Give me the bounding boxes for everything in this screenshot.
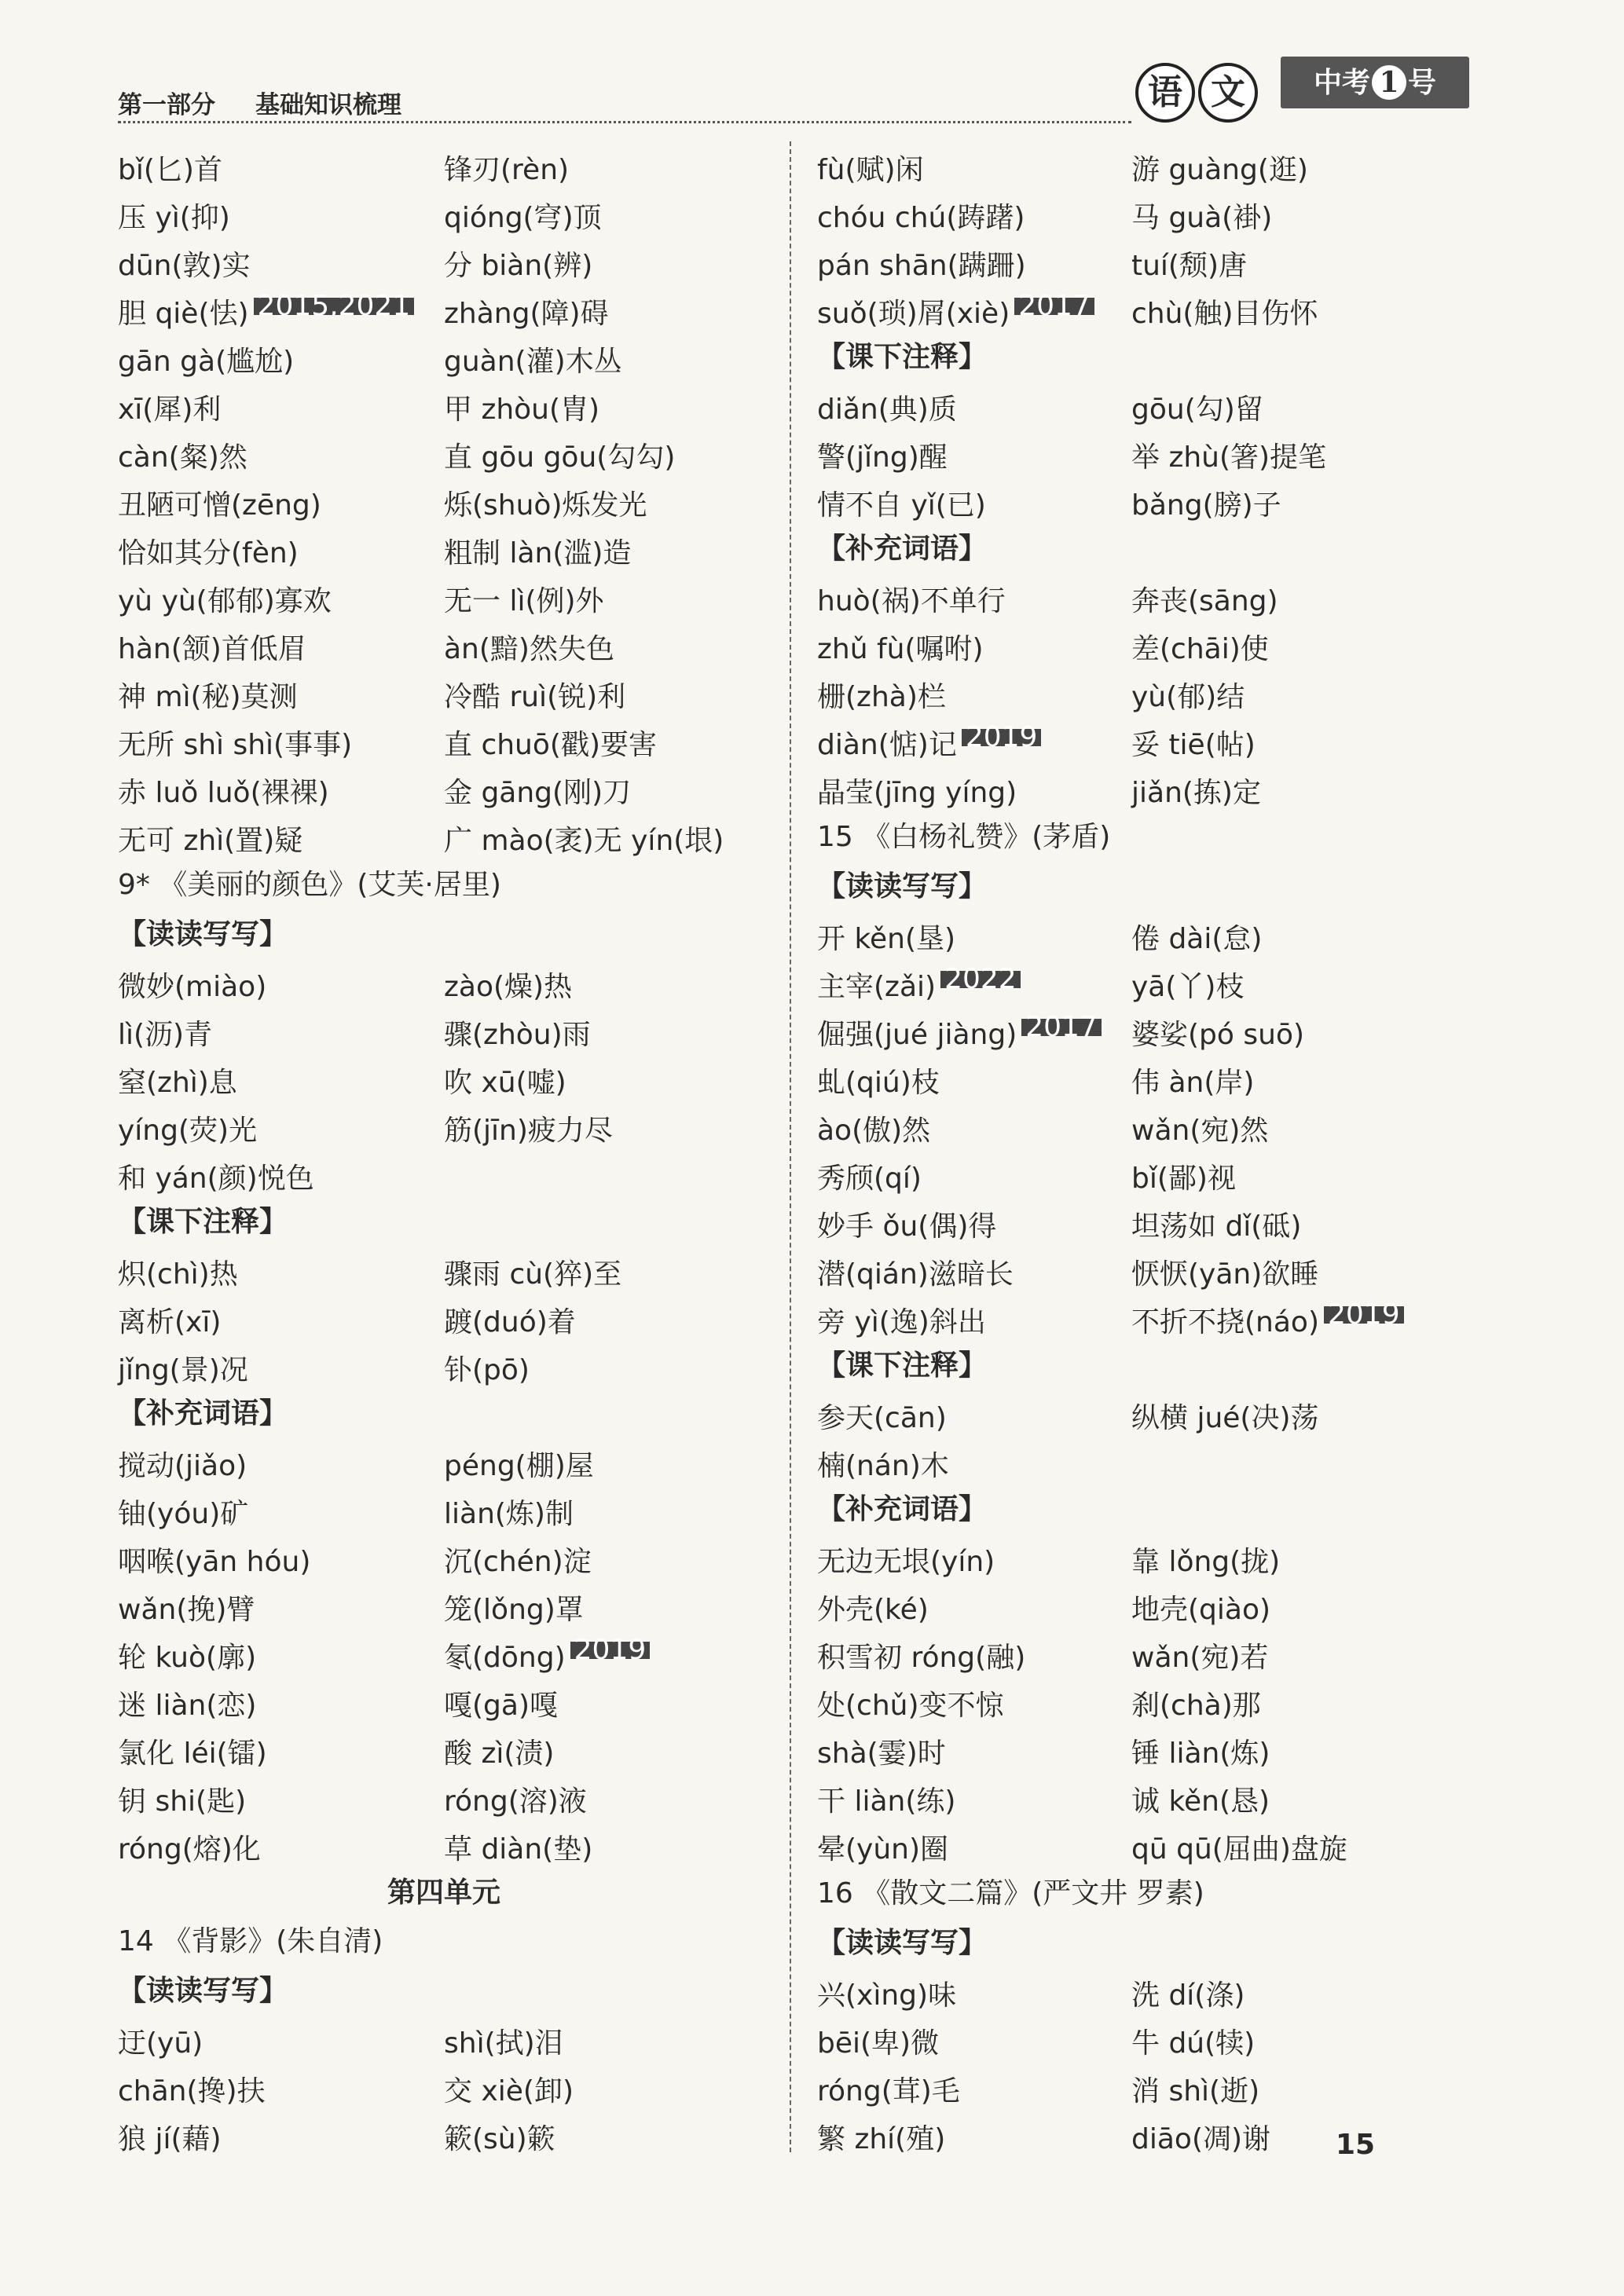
vocab-entry: 处(chǔ)变不惊 (817, 1690, 1004, 1722)
vocab-entry: shì(拭)泪 (444, 2027, 563, 2060)
vocab-entry: 伟 àn(岸) (1131, 1067, 1255, 1099)
word-row (118, 1294, 770, 1342)
section-heading: 【读读写写】 (118, 918, 288, 950)
section-heading: 【课下注释】 (817, 341, 988, 373)
vocab-entry: jǐng(景)况 (118, 1354, 248, 1386)
vocab-entry: 外壳(ké) (817, 1594, 929, 1626)
vocab-entry: 情不自 yǐ(已) (817, 489, 986, 522)
word-row (817, 910, 1446, 958)
word-row (817, 1629, 1446, 1677)
word-row (118, 477, 770, 525)
vocab-entry: diāo(凋)谢 (1131, 2123, 1271, 2155)
vocab-entry: yā(丫)枝 (1131, 971, 1245, 1003)
section-label: 基础知识梳理 (255, 91, 401, 119)
word-row (118, 189, 770, 237)
word-row (817, 621, 1446, 668)
section-heading: 【补充词语】 (817, 533, 988, 565)
word-row (817, 477, 1446, 525)
section-heading: 【读读写写】 (118, 1975, 288, 2007)
vocab-entry: 无一 lì(例)外 (444, 585, 604, 617)
word-row (817, 429, 1446, 477)
word-row (817, 237, 1446, 285)
vocab-entry: 无所 shì shì(事事) (118, 729, 353, 761)
brand-text: 号 (1408, 66, 1437, 99)
section-heading: 【课下注释】 (118, 1206, 288, 1238)
word-row (817, 1390, 1446, 1437)
vocab-entry: 晕(yùn)圈 (817, 1833, 949, 1866)
vocab-entry: wǎn(挽)臂 (118, 1594, 255, 1626)
word-row (118, 2111, 770, 2159)
vocab-entry: shà(霎)时 (817, 1738, 946, 1770)
word-row (118, 333, 770, 381)
section-heading: 【课下注释】 (817, 1349, 988, 1382)
vocab-entry: 胆 qiè(怯) 2015,2021 (118, 291, 249, 331)
vocab-entry: 神 mì(秘)莫测 (118, 681, 298, 713)
exam-year-tag: 2017 (1014, 298, 1094, 315)
word-row (817, 1437, 1446, 1485)
word-row (118, 285, 770, 333)
vocab-entry: 警(jǐng)醒 (817, 441, 948, 474)
vocab-entry: 筋(jīn)疲力尽 (444, 1115, 613, 1147)
word-row (118, 958, 770, 1006)
vocab-entry: chān(搀)扶 (118, 2075, 266, 2107)
vocab-entry: 轮 kuò(廓) (118, 1642, 257, 1674)
vocab-entry: 氡(dōng) 2019 (444, 1635, 566, 1675)
vocab-entry: 和 yán(颜)悦色 (118, 1163, 314, 1195)
section-heading: 【读读写写】 (817, 1927, 988, 1959)
vocab-entry: 纵横 jué(决)荡 (1131, 1402, 1319, 1434)
word-group (118, 1246, 770, 1390)
word-row (817, 1294, 1446, 1342)
vocab-entry: àn(黯)然失色 (444, 633, 614, 665)
lesson-title: 15 《白杨礼赞》(茅盾) (817, 821, 1111, 853)
vocab-entry: 微妙(miào) (118, 971, 267, 1003)
word-group (817, 573, 1446, 812)
vocab-entry: bǐ(匕)首 (118, 154, 222, 186)
vocab-entry: 洗 dí(涤) (1131, 1979, 1245, 2012)
vocab-entry: 钋(pō) (444, 1354, 530, 1386)
word-row (817, 1677, 1446, 1725)
word-row (118, 2015, 770, 2063)
vocab-entry: huò(祸)不单行 (817, 585, 1006, 617)
vocab-entry: 积雪初 róng(融) (817, 1642, 1026, 1674)
vocab-entry: 妥 tiē(帖) (1131, 729, 1256, 761)
vocab-entry: bǐ(鄙)视 (1131, 1163, 1236, 1195)
vocab-entry: 咽喉(yān hóu) (118, 1546, 311, 1578)
word-row (118, 2063, 770, 2111)
brand-logo (1281, 57, 1469, 108)
vocab-entry: 笼(lǒng)罩 (444, 1594, 584, 1626)
vocab-entry: 坦荡如 dǐ(砥) (1131, 1210, 1302, 1243)
vocab-entry: 踱(duó)着 (444, 1306, 576, 1338)
vocab-entry: 倦 dài(怠) (1131, 923, 1263, 955)
vocab-entry: 钥 shi(匙) (118, 1785, 247, 1818)
vocab-entry: 甲 zhòu(胄) (444, 394, 600, 426)
word-row (118, 1054, 770, 1102)
word-group (118, 2015, 770, 2159)
vocab-entry: 簌(sù)簌 (444, 2123, 555, 2155)
brand-number: 1 (1372, 65, 1406, 100)
word-row (817, 1773, 1446, 1821)
word-row (817, 1246, 1446, 1294)
word-row (118, 429, 770, 477)
subject-badge (1135, 63, 1269, 123)
vocab-entry: 狼 jí(藉) (118, 2123, 222, 2155)
vocab-entry: chóu chú(踌躇) (817, 202, 1025, 234)
vocab-entry: yù yù(郁郁)寡欢 (118, 585, 332, 617)
vocab-entry: wǎn(宛)然 (1131, 1115, 1269, 1147)
vocab-entry: péng(棚)屋 (444, 1450, 594, 1482)
brand-text: 中考 (1313, 66, 1370, 99)
vocab-entry: 搅动(jiǎo) (118, 1450, 247, 1482)
vocab-entry: 恹恹(yān)欲睡 (1131, 1258, 1319, 1291)
vocab-entry: yíng(荧)光 (118, 1115, 258, 1147)
word-row (817, 1821, 1446, 1869)
vocab-entry: 锤 liàn(炼) (1131, 1738, 1270, 1770)
vocab-entry: 刹(chà)那 (1131, 1690, 1261, 1722)
word-row (118, 1246, 770, 1294)
vocab-entry: 直 gōu gōu(勾勾) (444, 441, 676, 474)
word-row (118, 525, 770, 573)
page-header (118, 66, 1469, 126)
vocab-entry: 赤 luǒ luǒ(裸裸) (118, 777, 329, 809)
word-row (118, 812, 770, 860)
word-row (817, 1198, 1446, 1246)
word-row (817, 1533, 1446, 1581)
vocab-entry: hàn(颔)首低眉 (118, 633, 306, 665)
vocab-entry: 冷酷 ruì(锐)利 (444, 681, 626, 713)
word-row (817, 189, 1446, 237)
vocab-entry: 奔丧(sāng) (1131, 585, 1278, 617)
vocab-entry: 迷 liàn(恋) (118, 1690, 257, 1722)
subject-char: 文 (1198, 63, 1258, 123)
vocab-entry: 铀(yóu)矿 (118, 1498, 249, 1530)
vocab-entry: 离析(xī) (118, 1306, 222, 1338)
vocab-entry: 金 gāng(刚)刀 (444, 777, 632, 809)
section-heading: 【读读写写】 (817, 870, 988, 903)
word-row (817, 1102, 1446, 1150)
word-row (118, 621, 770, 668)
word-group (817, 1533, 1446, 1869)
vocab-entry: 晶莹(jīng yíng) (817, 777, 1017, 809)
vocab-entry: 诚 kěn(恳) (1131, 1785, 1270, 1818)
word-row (817, 573, 1446, 621)
word-row (118, 1533, 770, 1581)
vocab-entry: diǎn(典)质 (817, 394, 957, 426)
page-number: 15 (1336, 2129, 1376, 2161)
word-row (817, 668, 1446, 716)
vocab-entry: bǎng(膀)子 (1131, 489, 1281, 522)
vocab-entry: qióng(穹)顶 (444, 202, 602, 234)
header-divider (118, 121, 1131, 123)
vocab-entry: 倔强(jué jiàng) 2017 (817, 1013, 1017, 1053)
vocab-entry: 交 xiè(卸) (444, 2075, 574, 2107)
word-group (118, 958, 770, 1198)
word-row (817, 381, 1446, 429)
unit-heading: 第四单元 (387, 1877, 500, 1909)
vocab-entry: yù(郁)结 (1131, 681, 1245, 713)
vocab-entry: ào(傲)然 (817, 1115, 931, 1147)
vocab-entry: 丑陋可憎(zēng) (118, 489, 321, 522)
vocab-entry: 沉(chén)淀 (444, 1546, 592, 1578)
vocab-entry: 嘎(gā)嘎 (444, 1690, 559, 1722)
word-row (118, 141, 770, 189)
vocab-entry: 靠 lǒng(拢) (1131, 1546, 1281, 1578)
vocab-entry: zào(燥)热 (444, 971, 573, 1003)
vocab-entry: chù(触)目伤怀 (1131, 298, 1318, 330)
word-row (118, 1821, 770, 1869)
vocab-entry: guàn(灌)木丛 (444, 346, 622, 378)
word-group (817, 1390, 1446, 1485)
word-row (817, 1150, 1446, 1198)
left-column (118, 141, 770, 2159)
word-row (118, 1677, 770, 1725)
word-group (817, 381, 1446, 525)
word-row (817, 958, 1446, 1006)
vocab-entry: 骤雨 cù(猝)至 (444, 1258, 622, 1291)
word-row (817, 1006, 1446, 1054)
word-row (817, 141, 1446, 189)
word-row (817, 2063, 1446, 2111)
vocab-entry: 窒(zhì)息 (118, 1067, 237, 1099)
vocab-entry: 氯化 léi(镭) (118, 1738, 267, 1770)
vocab-entry: 酸 zì(渍) (444, 1738, 555, 1770)
vocab-entry: xī(犀)利 (118, 394, 222, 426)
vocab-entry: fù(赋)闲 (817, 154, 924, 186)
vocab-entry: 恰如其分(fèn) (118, 537, 299, 569)
word-group (118, 1437, 770, 1869)
lesson-title: 14 《背影》(朱自清) (118, 1925, 383, 1957)
vocab-entry: 游 guàng(逛) (1131, 154, 1308, 186)
word-row (118, 1150, 770, 1198)
vocab-entry: 楠(nán)木 (817, 1450, 949, 1482)
vocab-entry: qū qū(屈曲)盘旋 (1131, 1833, 1347, 1866)
vocab-entry: 无可 zhì(置)疑 (118, 825, 303, 857)
word-group (817, 141, 1446, 333)
word-row (118, 1485, 770, 1533)
vocab-entry: 吹 xū(嘘) (444, 1067, 566, 1099)
word-row (817, 1054, 1446, 1102)
word-group (817, 910, 1446, 1342)
vocab-entry: 分 biàn(辨) (444, 250, 593, 282)
exam-year-tag: 2019 (1324, 1306, 1404, 1324)
right-column (817, 141, 1446, 2159)
vocab-entry: 牛 dú(犊) (1131, 2027, 1256, 2060)
vocab-entry: suǒ(琐)屑(xiè) 2017 (817, 291, 1010, 331)
vocab-entry: 烁(shuò)烁发光 (444, 489, 647, 522)
vocab-entry: 不折不挠(náo) 2019 (1131, 1300, 1319, 1340)
column-divider (790, 141, 791, 2152)
word-row (817, 716, 1446, 764)
vocab-entry: 栅(zhà)栏 (817, 681, 946, 713)
lesson-title: 16 《散文二篇》(严文井 罗素) (817, 1877, 1204, 1910)
vocab-entry: 消 shì(逝) (1131, 2075, 1260, 2107)
word-row (118, 381, 770, 429)
vocab-entry: 主宰(zǎi) 2022 (817, 965, 936, 1005)
part-label: 第一部分 (118, 91, 215, 119)
vocab-entry: gōu(勾)留 (1131, 394, 1263, 426)
vocab-entry: gān gà(尴尬) (118, 346, 295, 378)
vocab-entry: 潜(qián)滋暗长 (817, 1258, 1014, 1291)
vocab-entry: 开 kěn(垦) (817, 923, 956, 955)
vocab-entry: 压 yì(抑) (118, 202, 230, 234)
vocab-entry: 草 diàn(垫) (444, 1833, 593, 1866)
word-row (817, 2015, 1446, 2063)
word-row (118, 237, 770, 285)
exam-year-tag: 2019 (962, 729, 1042, 746)
word-row (118, 1629, 770, 1677)
vocab-entry: bēi(卑)微 (817, 2027, 940, 2060)
vocab-entry: 繁 zhí(殖) (817, 2123, 946, 2155)
vocab-entry: 广 mào(袤)无 yín(垠) (444, 825, 724, 857)
word-row (118, 1437, 770, 1485)
vocab-entry: 地壳(qiào) (1131, 1594, 1271, 1626)
vocab-entry: dūn(敦)实 (118, 250, 251, 282)
vocab-entry: 婆娑(pó suō) (1131, 1019, 1305, 1051)
vocab-entry: 干 liàn(练) (817, 1785, 956, 1818)
word-group (118, 141, 770, 860)
vocab-entry: pán shān(蹒跚) (817, 250, 1026, 282)
vocab-entry: liàn(炼)制 (444, 1498, 574, 1530)
vocab-entry: róng(熔)化 (118, 1833, 261, 1866)
vocab-entry: jiǎn(拣)定 (1131, 777, 1261, 809)
vocab-entry: 秀颀(qí) (817, 1163, 922, 1195)
vocab-entry: róng(茸)毛 (817, 2075, 960, 2107)
vocab-entry: 直 chuō(戳)要害 (444, 729, 657, 761)
word-row (118, 668, 770, 716)
vocab-entry: wǎn(宛)若 (1131, 1642, 1269, 1674)
exam-year-tag: 2022 (940, 971, 1021, 988)
vocab-entry: 迂(yū) (118, 2027, 203, 2060)
word-row (118, 764, 770, 812)
section-heading: 【补充词语】 (817, 1493, 988, 1525)
word-row (817, 1581, 1446, 1629)
vocab-entry: zhǔ fù(嘱咐) (817, 633, 984, 665)
word-row (118, 1773, 770, 1821)
vocab-entry: tuí(颓)唐 (1131, 250, 1248, 282)
vocab-entry: càn(粲)然 (118, 441, 247, 474)
vocab-entry: 炽(chì)热 (118, 1258, 238, 1291)
vocab-entry: róng(溶)液 (444, 1785, 587, 1818)
subject-char: 语 (1135, 63, 1195, 123)
section-heading: 【补充词语】 (118, 1397, 288, 1430)
word-row (817, 1967, 1446, 2015)
word-row (817, 764, 1446, 812)
word-row (817, 1725, 1446, 1773)
vocab-entry: 粗制 làn(滥)造 (444, 537, 632, 569)
exam-year-tag: 2017 (1021, 1019, 1102, 1036)
word-row (118, 1006, 770, 1054)
vocab-entry: 兴(xìng)味 (817, 1979, 957, 2012)
vocab-entry: 骤(zhòu)雨 (444, 1019, 591, 1051)
exam-year-tag: 2019 (570, 1642, 651, 1659)
vocab-entry: lì(沥)青 (118, 1019, 213, 1051)
vocab-entry: 差(chāi)使 (1131, 633, 1269, 665)
word-row (817, 285, 1446, 333)
word-row (118, 1581, 770, 1629)
lesson-title: 9* 《美丽的颜色》(艾芙·居里) (118, 869, 501, 901)
vocab-entry: 虬(qiú)枝 (817, 1067, 940, 1099)
vocab-entry: 举 zhù(箸)提笔 (1131, 441, 1327, 474)
vocab-entry: diàn(惦)记 2019 (817, 723, 957, 763)
vocab-entry: 锋刃(rèn) (444, 154, 570, 186)
vocab-entry: 参天(cān) (817, 1402, 947, 1434)
vocab-entry: 妙手 ǒu(偶)得 (817, 1210, 997, 1243)
word-row (118, 1725, 770, 1773)
exam-year-tag: 2015,2021 (254, 298, 415, 315)
vocab-entry: zhàng(障)碍 (444, 298, 609, 330)
word-row (118, 1342, 770, 1390)
vocab-entry: 旁 yì(逸)斜出 (817, 1306, 986, 1338)
word-row (118, 573, 770, 621)
vocab-entry: 马 guà(褂) (1131, 202, 1273, 234)
word-row (118, 1102, 770, 1150)
word-row (118, 716, 770, 764)
vocab-entry: 无边无垠(yín) (817, 1546, 995, 1578)
